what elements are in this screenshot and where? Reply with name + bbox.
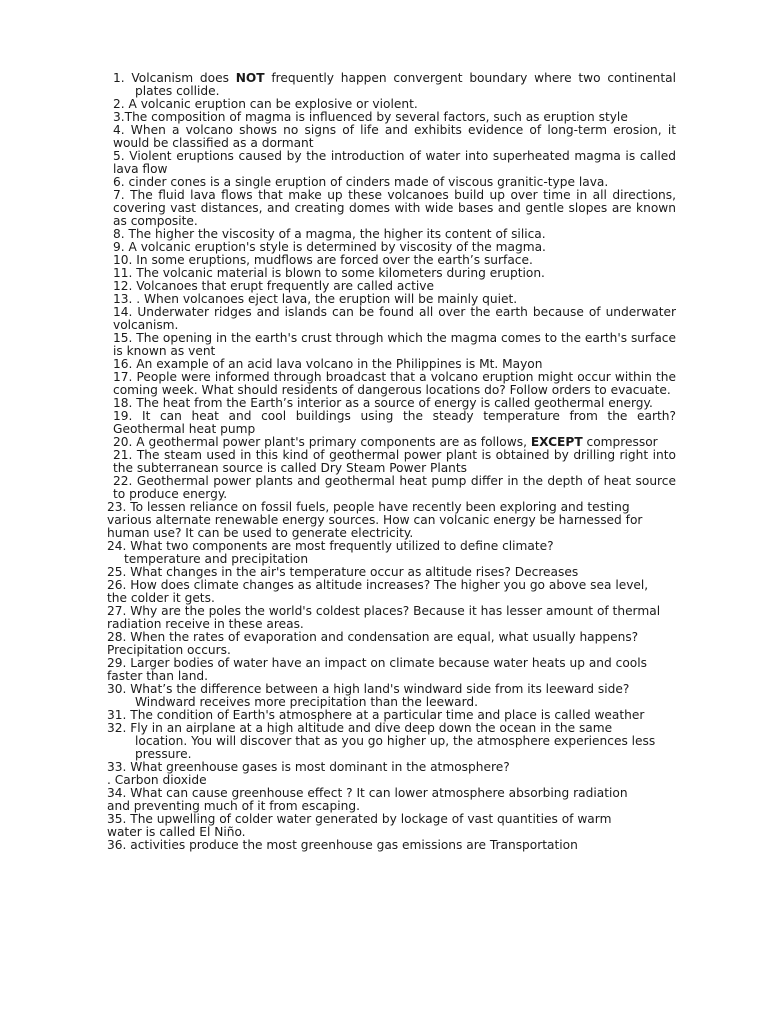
item-2-text: 2. A volcanic eruption can be explosive or violent. — [113, 97, 418, 111]
item-20-bold-except: EXCEPT — [530, 435, 583, 449]
item-19-text: 19. It can heat and cool buildings using the steady temperature from the earth? Geothermal heat pump — [113, 409, 676, 436]
list-item-35 — [107, 813, 639, 839]
item-1-text-start: 1. Volcanism does — [113, 71, 236, 85]
item-23-text: 23. To lessen reliance on fossil fuels, people have recently been exploring and testing various alternate renewable energy sources. How can volcanic energy be harnessed for human use? It can be used to generate electricity. — [107, 500, 643, 540]
item-31-text: 31. The condition of Earth's atmosphere at a particular time and place is called weather — [107, 708, 645, 722]
item-21-text: 21. The steam used in this kind of geothermal power plant is obtained by drilling right into the subterranean source is called Dry Steam Power Plants — [113, 448, 676, 475]
item-15-text: 15. The opening in the earth's crust through which the magma comes to the earth's surface is known as vent — [113, 331, 676, 358]
document-page — [0, 72, 768, 852]
list-item-32 — [107, 721, 659, 761]
item-33-question: 33. What greenhouse gases is most dominant in the atmosphere? — [107, 760, 510, 774]
list-item-22 — [113, 475, 676, 501]
item-8-text: 8. The higher the viscosity of a magma, the higher its content of silica. — [113, 227, 546, 241]
item-20-text-end: compressor — [582, 435, 658, 449]
list-item-1 — [113, 71, 676, 98]
item-9-text: 9. A volcanic eruption's style is determined by viscosity of the magma. — [113, 240, 546, 254]
list-item-34 — [107, 787, 639, 813]
item-28-text: 28. When the rates of evaporation and condensation are equal, what usually happens? Precipitation occurs. — [107, 630, 639, 657]
list-item-17 — [113, 371, 676, 397]
item-25-text: 25. What changes in the air's temperature occur as altitude rises? Decreases — [107, 565, 579, 579]
item-3-text: 3.The composition of magma is influenced by several factors, such as eruption style — [113, 110, 628, 124]
list-item-29 — [107, 657, 669, 683]
list-item-19 — [113, 410, 676, 436]
list-item-5 — [113, 150, 676, 176]
item-5-text: 5. Violent eruptions caused by the introduction of water into superheated magma is called lava flow — [113, 149, 676, 176]
item-7-text: 7. The fluid lava flows that make up these volcanoes build up over time in all directions, covering vast distances, and creating domes with wide bases and gentle slopes are known as composite. — [113, 188, 676, 228]
list-item-15 — [113, 332, 676, 358]
list-item-26 — [107, 579, 669, 605]
list-item-36 — [107, 839, 669, 852]
item-35-text: 35. The upwelling of colder water generated by lockage of vast quantities of warm water is called El Niño. — [107, 812, 612, 839]
item-17-text: 17. People were informed through broadcast that a volcano eruption might occur within the coming week. What should residents of dangerous locations do? Follow orders to evacuate. — [113, 370, 676, 397]
item-36-text: 36. activities produce the most greenhouse gas emissions are Transportation — [107, 838, 578, 852]
list-item-4 — [113, 124, 676, 150]
item-29-text: 29. Larger bodies of water have an impact on climate because water heats up and cools faster than land. — [107, 656, 647, 683]
item-13-text: 13. . When volcanoes eject lava, the eruption will be mainly quiet. — [113, 292, 518, 306]
list-item-14 — [113, 306, 676, 332]
item-24-question: 24. What two components are most frequently utilized to define climate? — [107, 539, 554, 553]
list-item-30 — [107, 682, 669, 709]
item-18-text: 18. The heat from the Earth’s interior as a source of energy is called geothermal energy. — [113, 396, 653, 410]
item-27-text: 27. Why are the poles the world's coldest places? Because it has lesser amount of thermal radiation receive in these areas. — [107, 604, 661, 631]
list-item-7 — [113, 189, 676, 228]
item-20-text-start: 20. A geothermal power plant's primary components are as follows, — [113, 435, 531, 449]
item-22-text: 22. Geothermal power plants and geothermal heat pump differ in the depth of heat source to produce energy. — [113, 474, 676, 501]
item-16-text: 16. An example of an acid lava volcano in the Philippines is Mt. Mayon — [113, 357, 543, 371]
item-34-text: 34. What can cause greenhouse effect ? It can lower atmosphere absorbing radiation and preventing much of it from escaping. — [107, 786, 628, 813]
list-item-33 — [107, 761, 669, 787]
item-24-answer: temperature and precipitation — [124, 552, 309, 566]
item-30-text: 30. What’s the difference between a high land's windward side from its leeward side? Windward receives more precipitation than the leeward. — [107, 682, 630, 709]
item-26-text: 26. How does climate changes as altitude increases? The higher you go above sea level, the colder it gets. — [107, 578, 649, 605]
list-item-28 — [107, 631, 669, 657]
item-14-text: 14. Underwater ridges and islands can be found all over the earth because of underwater volcanism. — [113, 305, 676, 332]
item-11-text: 11. The volcanic material is blown to some kilometers during eruption. — [113, 266, 545, 280]
item-10-text: 10. In some eruptions, mudflows are forced over the earth’s surface. — [113, 253, 533, 267]
item-12-text: 12. Volcanoes that erupt frequently are called active — [113, 279, 434, 293]
item-1-bold-not: NOT — [235, 71, 265, 85]
list-item-27 — [107, 605, 675, 631]
item-32-text: 32. Fly in an airplane at a high altitude and dive deep down the ocean in the same location. You will discover that as you go higher up, the atmosphere experiences less pressure. — [107, 721, 656, 761]
list-item-23 — [107, 501, 669, 540]
item-33-answer: . Carbon dioxide — [107, 773, 207, 787]
list-item-24 — [107, 540, 669, 566]
item-4-text: 4. When a volcano shows no signs of life and exhibits evidence of long-term erosion, it would be classified as a dormant — [113, 123, 676, 150]
list-item-21 — [113, 449, 676, 475]
item-6-text: 6. cinder cones is a single eruption of cinders made of viscous granitic-type lava. — [113, 175, 609, 189]
item-1-text-end: frequently happen convergent boundary where two continental plates collide. — [135, 71, 676, 98]
